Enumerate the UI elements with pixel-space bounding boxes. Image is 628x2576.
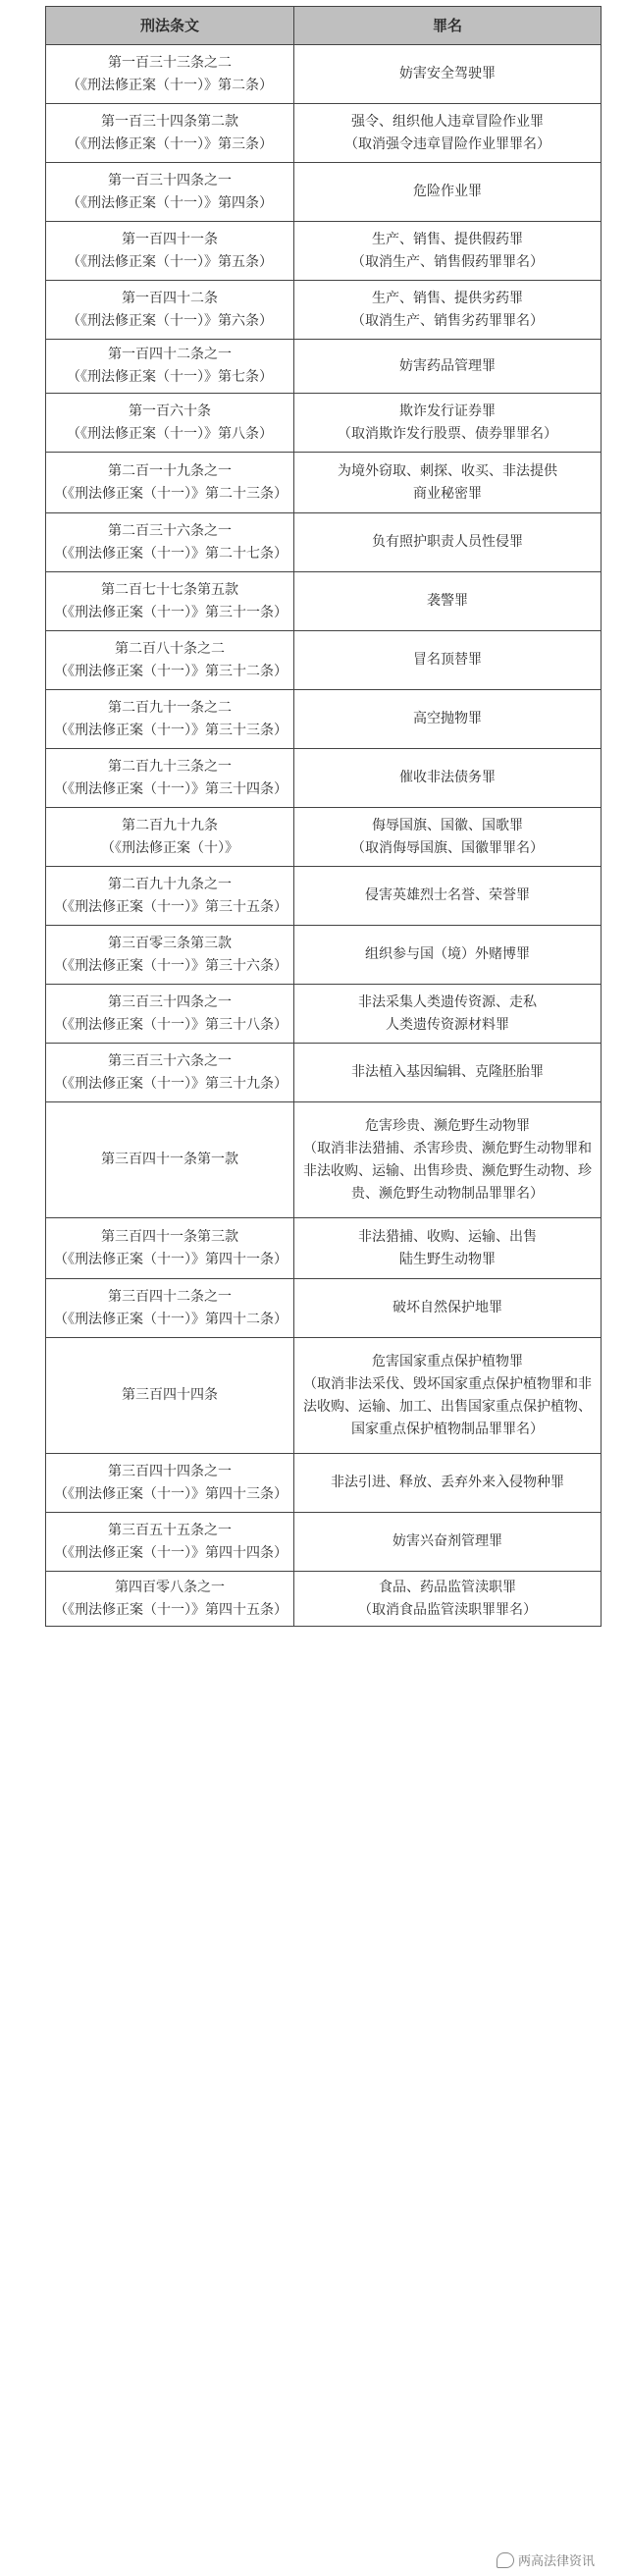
crime-text: （取消强令违章冒险作业罪罪名）: [344, 135, 550, 152]
table-row: [46, 926, 602, 985]
article-cell: [46, 572, 294, 631]
crime-cell: [294, 926, 602, 985]
article-cell: [46, 163, 294, 222]
crime-cell: [294, 394, 602, 453]
crime-text: 非法猎捕、收购、运输、出售: [358, 1228, 537, 1245]
article-cell: [46, 394, 294, 453]
crime-cell: [294, 513, 602, 572]
article-cell: [46, 281, 294, 340]
crime-text: 生产、销售、提供劣药罪: [372, 290, 523, 306]
article-text: （《刑法修正案（十一）》第二十七条）: [54, 545, 288, 562]
article-cell: [46, 45, 294, 104]
crime-text: （取消侮辱国旗、国徽罪罪名）: [351, 839, 544, 856]
crime-text: 食品、药品监管渎职罪: [379, 1579, 516, 1595]
article-cell: [46, 222, 294, 281]
article-text: （《刑法修正案（十一）》第四十三条）: [54, 1485, 288, 1502]
article-text: 第一百四十二条之一: [108, 347, 232, 362]
crime-text: 破坏自然保护地罪: [392, 1300, 502, 1315]
article-text: （《刑法修正案（十一）》第五条）: [67, 253, 273, 270]
article-cell: [46, 985, 294, 1044]
article-text: 第二百九十九条之一: [108, 876, 232, 892]
crime-cell: [294, 1279, 602, 1338]
header-article: 刑法条文: [46, 7, 294, 45]
article-text: 第一百六十条: [129, 402, 211, 419]
table-row: [46, 867, 602, 926]
article-text: 第二百一十九条之一: [108, 462, 232, 479]
crime-cell: [294, 1044, 602, 1102]
table-row: [46, 1279, 602, 1338]
crime-text: 商业秘密罪: [413, 485, 482, 502]
crime-text: 高空抛物罪: [413, 711, 482, 726]
crime-text: 侮辱国旗、国徽、国歌罪: [372, 817, 523, 833]
crime-cell: [294, 45, 602, 104]
crime-cell: [294, 1102, 602, 1218]
crime-text: （取消非法采伐、毁坏国家重点保护植物罪和非法收购、运输、加工、出售国家重点保护植物、国家重点保护植物制品罪罪名）: [303, 1375, 592, 1437]
article-text: （《刑法修正案（十）》: [101, 839, 238, 856]
crime-cell: [294, 1513, 602, 1572]
article-text: 第三百零三条第三款: [108, 935, 232, 951]
article-text: 第三百三十六条之一: [108, 1052, 232, 1069]
crime-cell: [294, 340, 602, 394]
crime-text: 陆生野生动物罪: [399, 1251, 496, 1267]
crime-cell: [294, 808, 602, 867]
table-row: [46, 1513, 602, 1572]
article-cell: [46, 749, 294, 808]
crime-text: 组织参与国（境）外赌博罪: [365, 946, 530, 962]
table-row: [46, 1102, 602, 1218]
table-row: [46, 45, 602, 104]
table-row: [46, 572, 602, 631]
article-cell: [46, 1218, 294, 1279]
article-cell: [46, 867, 294, 926]
article-text: （《刑法修正案（十一）》第七条）: [67, 369, 273, 385]
crime-cell: [294, 631, 602, 690]
article-text: 第四百零八条之一: [115, 1579, 225, 1595]
article-text: 第三百四十四条之一: [108, 1463, 232, 1479]
article-text: （《刑法修正案（十一）》第三十五条）: [54, 898, 288, 915]
crime-text: 危害国家重点保护植物罪: [372, 1353, 523, 1369]
article-text: （《刑法修正案（十一）》第四十五条）: [54, 1601, 288, 1618]
crime-cell: [294, 1572, 602, 1627]
article-text: 第一百三十四条之一: [108, 172, 232, 188]
chat-bubble-icon: [497, 2552, 514, 2568]
article-text: 第三百五十五条之一: [108, 1522, 232, 1538]
crime-cell: [294, 281, 602, 340]
article-text: （《刑法修正案（十一）》第三十四条）: [54, 780, 288, 797]
table-row: [46, 631, 602, 690]
article-text: （《刑法修正案（十一）》第三十六条）: [54, 957, 288, 974]
table-row: [46, 1044, 602, 1102]
article-text: （《刑法修正案（十一）》第三条）: [67, 135, 273, 152]
crime-text: （取消食品监管渎职罪罪名）: [358, 1601, 537, 1618]
table-row: [46, 163, 602, 222]
article-text: （《刑法修正案（十一）》第三十一条）: [54, 604, 288, 620]
article-cell: [46, 631, 294, 690]
table-row: [46, 340, 602, 394]
table-body: [46, 45, 602, 1627]
table-row: [46, 1454, 602, 1513]
table-row: [46, 1218, 602, 1279]
article-text: （《刑法修正案（十一）》第三十八条）: [54, 1016, 288, 1033]
table-row: [46, 394, 602, 453]
article-text: 第一百四十二条: [122, 290, 218, 306]
article-cell: [46, 1044, 294, 1102]
article-text: （《刑法修正案（十一）》第二条）: [67, 77, 273, 93]
crime-text: 催收非法债务罪: [399, 770, 496, 785]
crime-text: 妨害药品管理罪: [399, 357, 496, 374]
article-cell: [46, 1454, 294, 1513]
article-cell: [46, 1572, 294, 1627]
article-text: （《刑法修正案（十一）》第四十四条）: [54, 1544, 288, 1561]
crime-text: （取消生产、销售劣药罪罪名）: [351, 312, 544, 329]
crime-text: 为境外窃取、刺探、收买、非法提供: [338, 462, 557, 479]
header-crime: 罪名: [294, 7, 602, 45]
article-text: （《刑法修正案（十一）》第三十三条）: [54, 722, 288, 738]
watermark-text: 两高法律资讯: [517, 2554, 595, 2569]
table-row: [46, 808, 602, 867]
article-cell: [46, 808, 294, 867]
article-text: 第三百三十四条之一: [108, 993, 232, 1010]
watermark: [497, 2550, 595, 2569]
table-row: [46, 453, 602, 513]
article-text: （《刑法修正案（十一）》第四条）: [67, 194, 273, 211]
crime-text: 生产、销售、提供假药罪: [372, 231, 523, 247]
crime-text: 欺诈发行证券罪: [399, 402, 496, 419]
article-cell: [46, 1513, 294, 1572]
table-row: [46, 1572, 602, 1627]
crime-cell: [294, 163, 602, 222]
table-header-row: [46, 7, 602, 45]
article-cell: [46, 104, 294, 163]
table-row: [46, 690, 602, 749]
crime-text: 侵害英雄烈士名誉、荣誉罪: [365, 887, 530, 903]
crime-cell: [294, 572, 602, 631]
table-row: [46, 985, 602, 1044]
article-cell: [46, 1102, 294, 1218]
article-cell: [46, 690, 294, 749]
crime-text: 妨害安全驾驶罪: [399, 66, 496, 81]
article-text: 第二百九十一条之二: [108, 699, 232, 716]
article-text: （《刑法修正案（十一）》第二十三条）: [54, 485, 288, 502]
crime-text: （取消生产、销售假药罪罪名）: [351, 253, 544, 270]
article-text: 第三百四十四条: [122, 1387, 218, 1403]
article-text: 第一百三十三条之二: [108, 54, 232, 71]
article-cell: [46, 340, 294, 394]
table-row: [46, 749, 602, 808]
crime-cell: [294, 690, 602, 749]
article-text: （《刑法修正案（十一）》第三十二条）: [54, 663, 288, 679]
crime-cell: [294, 453, 602, 513]
article-cell: [46, 1279, 294, 1338]
article-text: 第二百八十条之二: [115, 640, 225, 657]
crime-cell: [294, 104, 602, 163]
crime-table: [45, 6, 602, 1627]
crime-text: 非法引进、释放、丢弃外来入侵物种罪: [331, 1475, 564, 1490]
article-cell: [46, 513, 294, 572]
crime-cell: [294, 867, 602, 926]
crime-text: （取消非法猎捕、杀害珍贵、濒危野生动物罪和非法收购、运输、出售珍贵、濒危野生动物、珍贵、濒危野生动物制品罪罪名）: [303, 1140, 592, 1202]
crime-text: 非法植入基因编辑、克隆胚胎罪: [351, 1064, 544, 1080]
crime-text: 危险作业罪: [413, 184, 482, 199]
article-text: 第二百七十七条第五款: [101, 581, 238, 598]
table-row: [46, 281, 602, 340]
table-row: [46, 1338, 602, 1454]
article-text: （《刑法修正案（十一）》第八条）: [67, 425, 273, 442]
article-text: 第三百四十二条之一: [108, 1288, 232, 1305]
article-text: 第二百九十九条: [122, 817, 218, 833]
crime-text: 负有照护职责人员性侵罪: [372, 534, 523, 550]
article-text: 第二百九十三条之一: [108, 758, 232, 775]
article-text: （《刑法修正案（十一）》第四十一条）: [54, 1251, 288, 1267]
article-cell: [46, 926, 294, 985]
crime-text: 强令、组织他人违章冒险作业罪: [351, 113, 544, 130]
crime-cell: [294, 222, 602, 281]
article-text: 第一百四十一条: [122, 231, 218, 247]
article-text: 第三百四十一条第一款: [101, 1152, 238, 1167]
article-cell: [46, 453, 294, 513]
crime-cell: [294, 749, 602, 808]
crime-text: 冒名顶替罪: [413, 652, 482, 668]
article-text: （《刑法修正案（十一）》第六条）: [67, 312, 273, 329]
crime-text: 人类遗传资源材料罪: [386, 1016, 509, 1033]
crime-cell: [294, 1454, 602, 1513]
crime-text: 妨害兴奋剂管理罪: [392, 1533, 502, 1549]
article-text: （《刑法修正案（十一）》第四十二条）: [54, 1311, 288, 1327]
crime-text: 危害珍贵、濒危野生动物罪: [365, 1117, 530, 1134]
article-text: 第三百四十一条第三款: [101, 1228, 238, 1245]
crime-cell: [294, 985, 602, 1044]
crime-cell: [294, 1338, 602, 1454]
article-cell: [46, 1338, 294, 1454]
table-row: [46, 222, 602, 281]
article-text: （《刑法修正案（十一）》第三十九条）: [54, 1075, 288, 1092]
table-row: [46, 513, 602, 572]
crime-table-sheet: [45, 6, 601, 1627]
crime-text: 袭警罪: [427, 593, 468, 609]
article-text: 第二百三十六条之一: [108, 522, 232, 539]
crime-text: 非法采集人类遗传资源、走私: [358, 993, 537, 1010]
crime-cell: [294, 1218, 602, 1279]
crime-text: （取消欺诈发行股票、债券罪罪名）: [338, 425, 557, 442]
table-row: [46, 104, 602, 163]
article-text: 第一百三十四条第二款: [101, 113, 238, 130]
